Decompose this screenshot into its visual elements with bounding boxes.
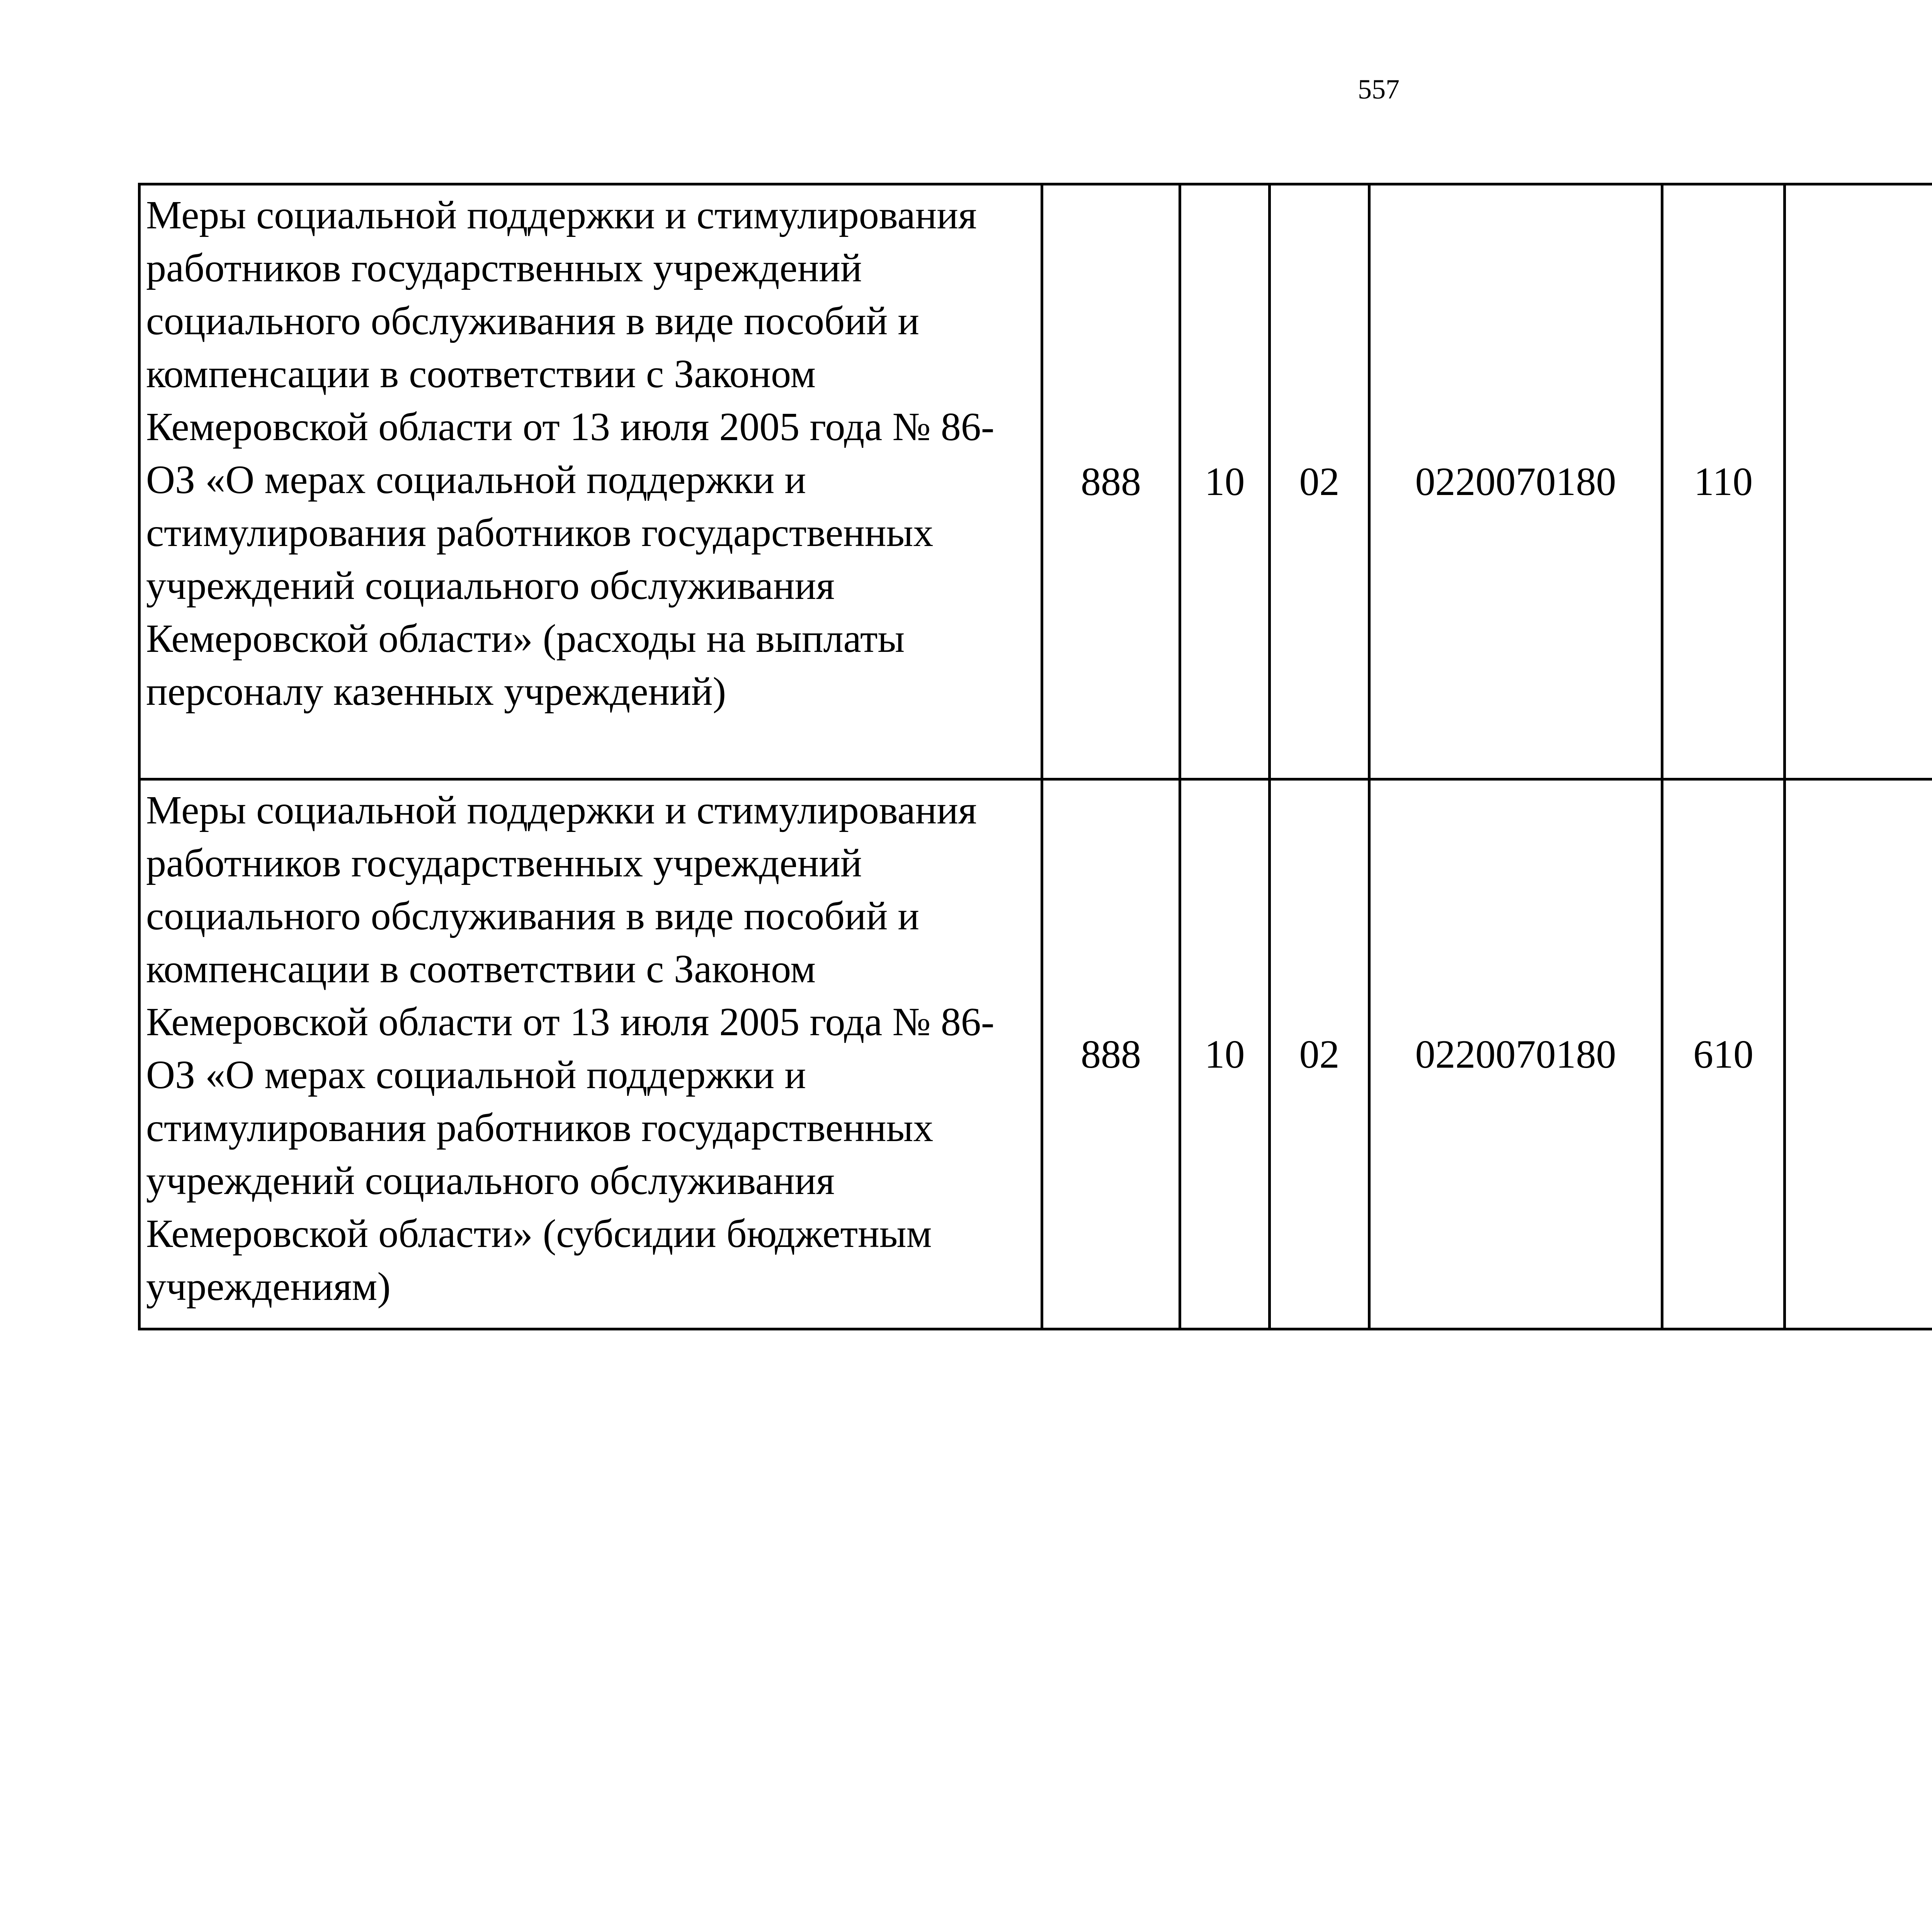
page-number: 557 bbox=[1358, 74, 1400, 105]
table-row bbox=[139, 779, 1932, 1329]
amount-cell bbox=[1785, 184, 1932, 779]
target-article-code: 0220070180 bbox=[1369, 184, 1662, 779]
subsection-code: 02 bbox=[1270, 184, 1369, 779]
ministry-code: 888 bbox=[1042, 779, 1180, 1329]
target-article-code: 0220070180 bbox=[1369, 779, 1662, 1329]
expense-type-code: 110 bbox=[1662, 184, 1785, 779]
subsection-code: 02 bbox=[1270, 779, 1369, 1329]
expense-type-code: 610 bbox=[1662, 779, 1785, 1329]
section-code: 10 bbox=[1180, 184, 1270, 779]
amount-cell bbox=[1785, 779, 1932, 1329]
budget-table bbox=[138, 183, 1932, 1330]
row-description: Меры социальной поддержки и стимулирования работников государственных учреждений социального обслуживания в виде пособий и компенсации в соответствии с Законом Кемеровской области от 13 июля 2005 года № 86-ОЗ «О мерах социальной поддержки и стимулирования работников государственных учреждений социального обслуживания Кемеровской области» (субсидии бюджетным учреждениям) bbox=[139, 779, 1042, 1329]
table-row bbox=[139, 184, 1932, 779]
row-description: Меры социальной поддержки и стимулирования работников государственных учреждений социального обслуживания в виде пособий и компенсации в соответствии с Законом Кемеровской области от 13 июля 2005 года № 86-ОЗ «О мерах социальной поддержки и стимулирования работников государственных учреждений социального обслуживания Кемеровской области» (расходы на выплаты персоналу казенных учреждений) bbox=[139, 184, 1042, 779]
ministry-code: 888 bbox=[1042, 184, 1180, 779]
section-code: 10 bbox=[1180, 779, 1270, 1329]
